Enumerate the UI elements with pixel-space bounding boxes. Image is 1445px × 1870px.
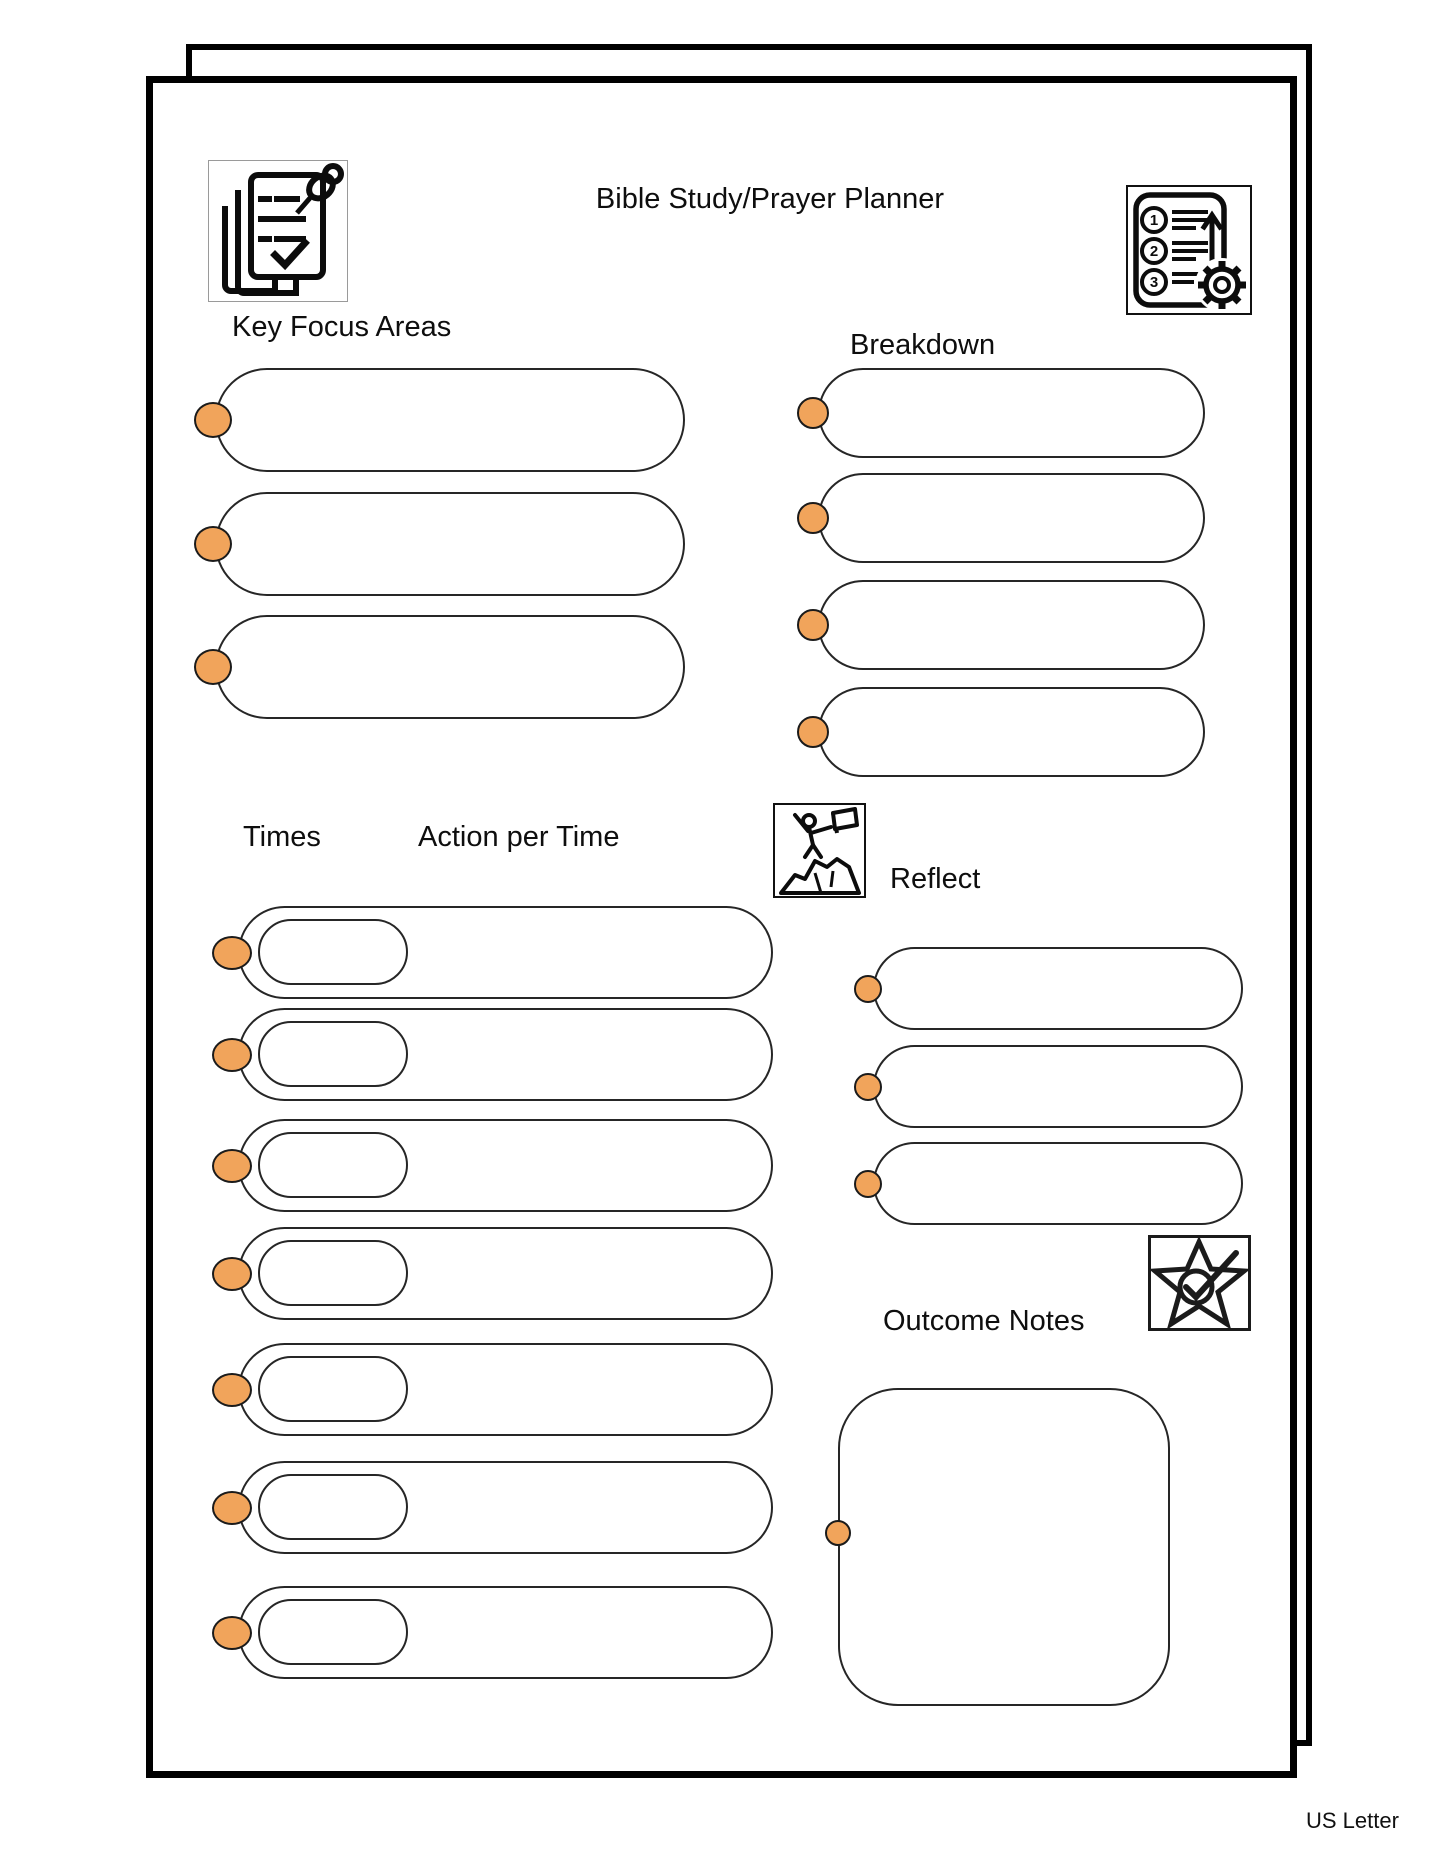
connector-dot (212, 1257, 252, 1291)
times-label: Times (243, 821, 321, 853)
reflect-field-3[interactable] (873, 1142, 1243, 1225)
connector-dot (212, 1491, 252, 1525)
connector-dot (854, 975, 882, 1003)
connector-dot (212, 1149, 252, 1183)
time-field-6[interactable] (258, 1474, 408, 1540)
connector-dot (797, 609, 829, 641)
connector-dot (212, 936, 252, 970)
reflect-field-1[interactable] (873, 947, 1243, 1030)
connector-dot (797, 716, 829, 748)
time-field-1[interactable] (258, 919, 408, 985)
time-field-3[interactable] (258, 1132, 408, 1198)
key-focus-field-2[interactable] (215, 492, 685, 596)
outcome-notes-field[interactable] (838, 1388, 1170, 1706)
breakdown-field-3[interactable] (818, 580, 1205, 670)
time-field-7[interactable] (258, 1599, 408, 1665)
action-per-time-label: Action per Time (418, 821, 620, 853)
breakdown-label: Breakdown (850, 329, 996, 361)
connector-dot (797, 502, 829, 534)
connector-dot (825, 1520, 851, 1546)
connector-dot (194, 649, 232, 685)
connector-dot (854, 1170, 882, 1198)
time-field-5[interactable] (258, 1356, 408, 1422)
breakdown-field-4[interactable] (818, 687, 1205, 777)
connector-dot (212, 1373, 252, 1407)
connector-dot (854, 1073, 882, 1101)
reflect-label: Reflect (890, 863, 981, 895)
page-title: Bible Study/Prayer Planner (595, 183, 945, 215)
clipboard-checklist-pushpin-icon (208, 160, 348, 302)
connector-dot (797, 397, 829, 429)
time-field-2[interactable] (258, 1021, 408, 1087)
page-size-note: US Letter (1306, 1808, 1399, 1833)
breakdown-field-1[interactable] (818, 368, 1205, 458)
reflect-field-2[interactable] (873, 1045, 1243, 1128)
breakdown-field-2[interactable] (818, 473, 1205, 563)
svg-text:3: 3 (1149, 274, 1159, 291)
connector-dot (194, 402, 232, 438)
time-field-4[interactable] (258, 1240, 408, 1306)
key-focus-field-1[interactable] (215, 368, 685, 472)
mountain-summit-flag-icon (773, 803, 866, 898)
key-focus-field-3[interactable] (215, 615, 685, 719)
connector-dot (212, 1038, 252, 1072)
svg-text:1: 1 (1149, 212, 1159, 229)
connector-dot (194, 526, 232, 562)
connector-dot (212, 1616, 252, 1650)
key-focus-areas-label: Key Focus Areas (232, 311, 452, 343)
numbered-steps-gear-icon (1126, 185, 1252, 315)
star-checkmark-icon (1148, 1235, 1251, 1331)
outcome-notes-label: Outcome Notes (883, 1305, 1085, 1337)
svg-text:2: 2 (1149, 243, 1159, 260)
